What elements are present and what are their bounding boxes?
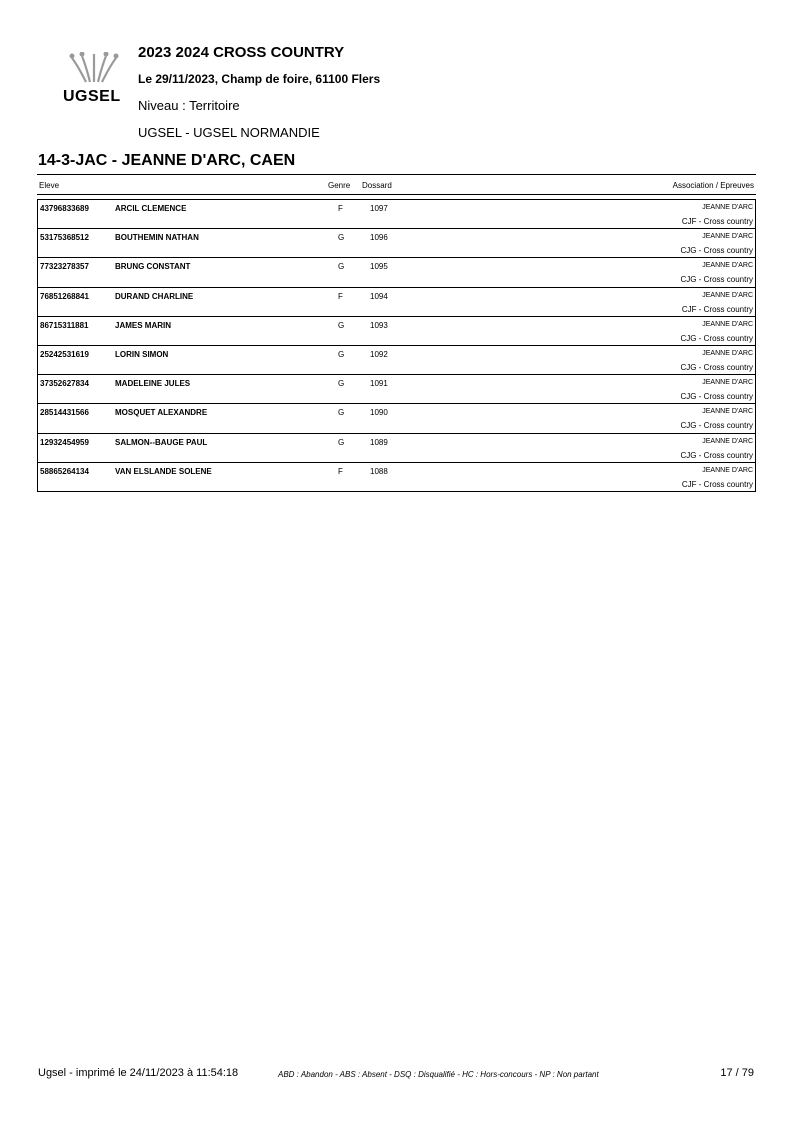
table-row <box>38 462 755 491</box>
student-name: BRUNG CONSTANT <box>115 262 191 272</box>
table-row <box>38 199 755 228</box>
student-id: 76851268841 <box>40 291 89 301</box>
student-id: 86715311881 <box>40 320 89 330</box>
student-association: JEANNE D'ARC <box>702 437 753 445</box>
student-id: 77323278357 <box>40 262 89 272</box>
student-dossard: 1094 <box>370 291 388 301</box>
student-genre: G <box>338 349 345 359</box>
student-event: CJG - Cross country <box>680 392 753 402</box>
table-row <box>38 403 755 432</box>
page-title: 2023 2024 CROSS COUNTRY <box>138 44 345 61</box>
student-name: BOUTHEMIN NATHAN <box>115 233 199 243</box>
table-row <box>38 433 755 462</box>
student-event: CJG - Cross country <box>680 421 753 431</box>
table-row <box>38 316 755 345</box>
student-name: LORIN SIMON <box>115 349 169 359</box>
student-event: CJF - Cross country <box>681 217 753 226</box>
ugsel-logo <box>60 52 126 106</box>
student-event: CJG - Cross country <box>680 362 753 372</box>
student-name: DURAND CHARLINE <box>115 291 194 301</box>
event-date-location: Le 29/11/2023, Champ de foire, 61100 Flers <box>138 72 381 86</box>
organization: UGSEL - UGSEL NORMANDIE <box>138 125 320 140</box>
student-id: 53175368512 <box>40 233 89 243</box>
student-association: JEANNE D'ARC <box>702 262 753 270</box>
student-genre: F <box>338 466 343 476</box>
student-dossard: 1096 <box>370 233 388 243</box>
student-association: JEANNE D'ARC <box>702 204 753 211</box>
logo-text: UGSEL <box>63 88 121 105</box>
student-event: CJG - Cross country <box>680 450 753 460</box>
student-dossard: 1097 <box>370 204 388 213</box>
student-dossard: 1089 <box>370 437 388 447</box>
student-id: 28514431566 <box>40 408 89 418</box>
student-dossard: 1088 <box>370 466 388 476</box>
ugsel-figures-icon <box>66 52 122 86</box>
student-id: 43796833689 <box>40 204 89 213</box>
student-association: JEANNE D'ARC <box>702 466 753 474</box>
student-genre: F <box>338 204 343 213</box>
student-event: CJG - Cross country <box>680 246 753 256</box>
table-row <box>38 287 755 316</box>
student-genre: G <box>338 262 345 272</box>
student-name: JAMES MARIN <box>115 320 172 330</box>
student-name: MADELEINE JULES <box>115 379 191 389</box>
participants-table <box>37 174 756 492</box>
student-dossard: 1091 <box>370 379 388 389</box>
student-association: JEANNE D'ARC <box>702 320 753 328</box>
column-genre: Genre <box>328 181 351 190</box>
page-number: 17 / 79 <box>720 1067 754 1079</box>
student-name: VAN ELSLANDE SOLENE <box>115 466 212 476</box>
student-id: 58865264134 <box>40 466 89 476</box>
student-id: 37352627834 <box>40 379 89 389</box>
school-heading: 14-3-JAC - JEANNE D'ARC, CAEN <box>38 152 296 169</box>
student-event: CJF - Cross country <box>681 479 753 489</box>
student-genre: G <box>338 408 345 418</box>
student-id: 12932454959 <box>40 437 89 447</box>
table-header <box>37 174 756 195</box>
abbreviation-legend: ABD : Abandon - ABS : Absent - DSQ : Disqualifié - HC : Hors-concours - NP : Non partant <box>278 1070 599 1079</box>
student-genre: G <box>338 233 345 243</box>
table-body <box>37 199 756 492</box>
student-genre: F <box>338 291 343 301</box>
column-association: Association / Epreuves <box>672 181 754 190</box>
student-name: ARCIL CLEMENCE <box>115 204 187 213</box>
table-row <box>38 257 755 286</box>
table-row <box>38 374 755 403</box>
student-id: 25242531619 <box>40 349 89 359</box>
student-genre: G <box>338 379 345 389</box>
student-event: CJG - Cross country <box>680 275 753 285</box>
table-row <box>38 228 755 257</box>
student-genre: G <box>338 320 345 330</box>
student-dossard: 1092 <box>370 349 388 359</box>
student-association: JEANNE D'ARC <box>702 291 753 299</box>
student-name: MOSQUET ALEXANDRE <box>115 408 208 418</box>
student-association: JEANNE D'ARC <box>702 408 753 416</box>
student-dossard: 1095 <box>370 262 388 272</box>
student-dossard: 1090 <box>370 408 388 418</box>
student-event: CJF - Cross country <box>681 304 753 314</box>
student-event: CJG - Cross country <box>680 333 753 343</box>
student-name: SALMON--BAUGE PAUL <box>115 437 208 447</box>
student-genre: G <box>338 437 345 447</box>
print-timestamp: Ugsel - imprimé le 24/11/2023 à 11:54:18 <box>38 1067 239 1079</box>
student-dossard: 1093 <box>370 320 388 330</box>
table-row <box>38 345 755 374</box>
student-association: JEANNE D'ARC <box>702 233 753 241</box>
event-level: Niveau : Territoire <box>138 98 240 113</box>
column-dossard: Dossard <box>362 181 392 190</box>
column-eleve: Eleve <box>39 181 60 190</box>
student-association: JEANNE D'ARC <box>702 379 753 387</box>
student-association: JEANNE D'ARC <box>702 349 753 357</box>
